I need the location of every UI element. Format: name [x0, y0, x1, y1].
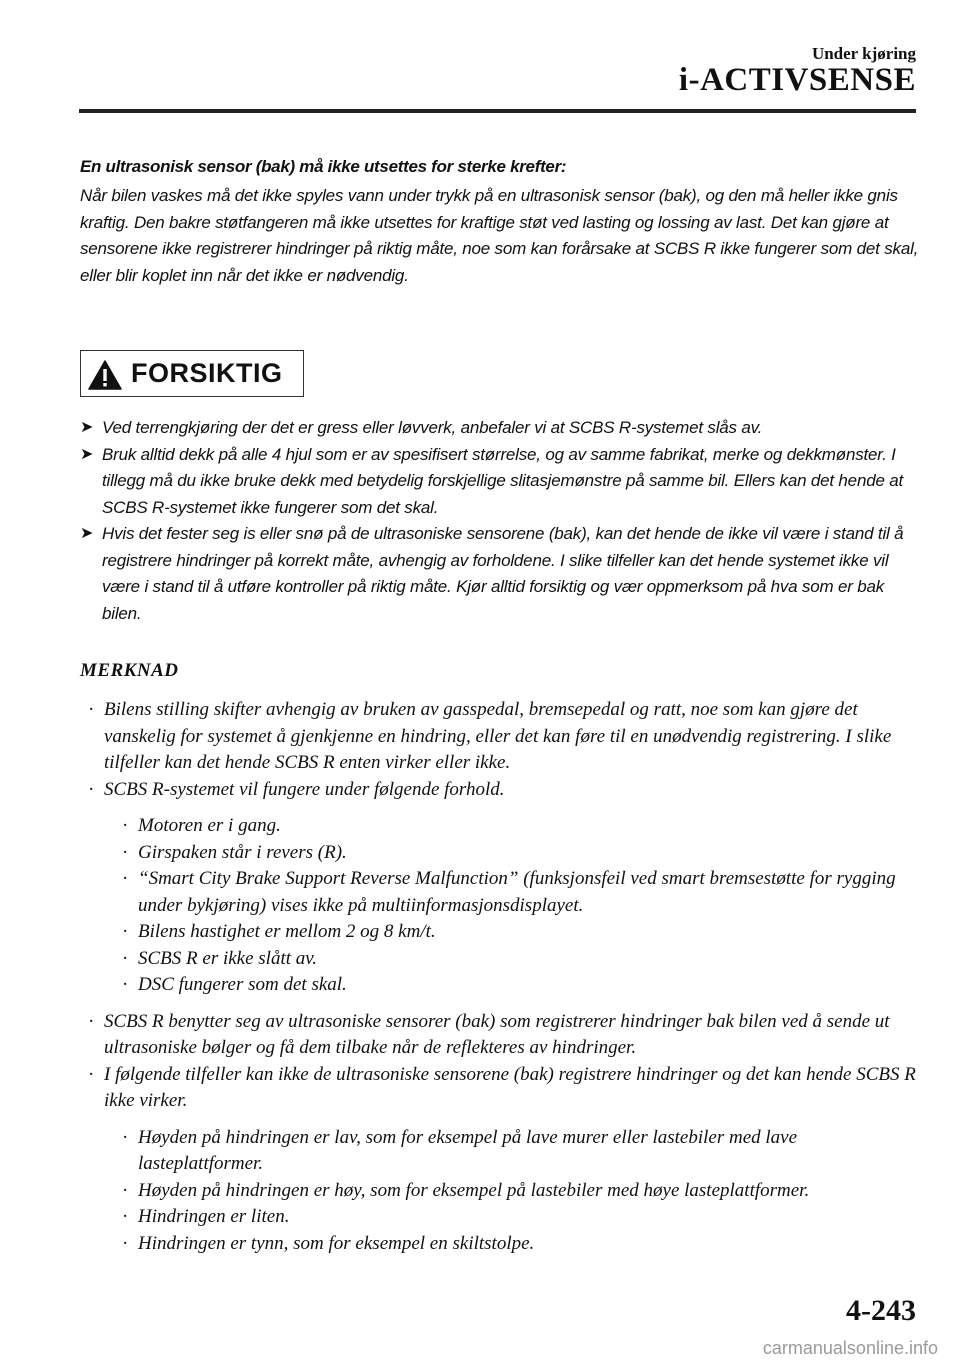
- condition-item-text: Bilens hastighet er mellom 2 og 8 km/t.: [138, 921, 436, 942]
- header-divider: [79, 109, 916, 113]
- note-item: [88, 777, 918, 999]
- condition-item-text: Motoren er i gang.: [138, 815, 281, 836]
- bullet-dot-icon: ·: [122, 947, 129, 969]
- bullet-dot-icon: ·: [122, 1126, 129, 1148]
- bullet-dot-icon: ·: [122, 815, 129, 836]
- bullet-dot-icon: ·: [122, 921, 129, 942]
- note-list: [88, 697, 918, 1257]
- bullet-dot-icon: ·: [88, 1063, 95, 1085]
- bullet-dot-icon: ·: [122, 1232, 129, 1254]
- note-title: MERKNAD: [80, 660, 179, 681]
- bullet-dot-icon: ·: [122, 841, 129, 863]
- arrow-bullet-icon: ➤: [80, 445, 94, 463]
- bullet-dot-icon: ·: [122, 974, 129, 995]
- warning-body: Når bilen vaskes må det ikke spyles vann under trykk på en ultrasonisk sensor (bak), og den må heller ikke gnis kraftig. Den bakre støtfangeren må ikke utsettes for kraftige støt ved lasting og lossing av last. Det kan gjøre at sensorene ikke registrerer hindringer på riktig måte, noe som kan forårsake at SCBS R ikke fungerer som det skal, eller blir koplet inn når det ikke er nødvendig.: [80, 186, 919, 285]
- condition-list: [104, 813, 918, 999]
- caution-item-text: Ved terrengkjøring der det er gress eller løvverk, anbefaler vi at SCBS R-systemet slås av.: [102, 418, 763, 437]
- failure-item-text: Hindringen er liten.: [138, 1206, 290, 1227]
- failure-item: [122, 1178, 918, 1205]
- condition-item: [122, 972, 918, 999]
- caution-item-text: Hvis det fester seg is eller snø på de ultrasoniske sensorene (bak), kan det hende de ikke vil være i stand til å registrere hindringer på korrekt måte, avhengig av forholdene. I slike tilfeller kan det hende systemet ikke vil være i stand til å utføre kontroller på riktig måte. Kjør alltid forsiktig og vær oppmerksom på hva som er bak bilen.: [102, 524, 904, 623]
- caution-item: [80, 415, 920, 442]
- page-title: i-ACTIVSENSE: [678, 62, 916, 98]
- watermark: carmanualsonline.info: [762, 1338, 938, 1358]
- caution-list: [80, 415, 920, 627]
- caution-item-text: Bruk alltid dekk på alle 4 hjul som er av spesifisert størrelse, og av samme fabrikat, merke og dekkmønster. I tillegg må du ikke bruke dekk med betydelig forskjellige slitasjemønstre på samme bil. Ellers kan det hende at SCBS R-systemet ikke fungerer som det skal.: [102, 444, 904, 517]
- failure-item: [122, 1231, 918, 1258]
- arrow-bullet-icon: ➤: [80, 419, 94, 436]
- condition-item-text: DSC fungerer som det skal.: [138, 974, 347, 995]
- condition-item: [122, 919, 918, 946]
- failure-item-text: Høyden på hindringen er høy, som for eksempel på lastebiler med høye lasteplattformer.: [138, 1179, 810, 1201]
- page-number: 4-243: [846, 1294, 916, 1327]
- failure-list: [104, 1125, 918, 1258]
- caution-box: [80, 350, 304, 397]
- bullet-dot-icon: ·: [122, 1206, 129, 1227]
- condition-item-text: Girspaken står i revers (R).: [138, 841, 347, 863]
- note-item-text: SCBS R benytter seg av ultrasoniske sensorer (bak) som registrerer hindringer bak bilen ved å sende ut ultrasoniske bølger og få dem tilbake når de reflekteres av hindringer.: [104, 1010, 890, 1058]
- caution-item: [80, 442, 920, 522]
- note-item-text: Bilens stilling skifter avhengig av bruken av gasspedal, bremsepedal og ratt, noe som kan gjøre det vanskelig for systemet å gjenkjenne en hindring, eller det kan føre til en unødvendig registrering. I slike tilfeller kan det hende SCBS R enten virker eller ikke.: [104, 699, 892, 773]
- note-item: [88, 1009, 918, 1062]
- bullet-dot-icon: ·: [88, 699, 95, 720]
- caution-item: [80, 521, 920, 627]
- condition-item: [122, 813, 918, 840]
- condition-item-text: “Smart City Brake Support Reverse Malfunction” (funksjonsfeil ved smart bremsestøtte for rygging under bykjøring) vises ikke på multiinformasjonsdisplayet.: [138, 868, 896, 916]
- failure-item-text: Høyden på hindringen er lav, som for eksempel på lave murer eller lastebiler med lave lasteplattformer.: [138, 1126, 798, 1174]
- arrow-bullet-icon: ➤: [80, 525, 94, 542]
- note-item-text: SCBS R-systemet vil fungere under følgende forhold.: [104, 778, 505, 800]
- caution-label: FORSIKTIG: [131, 358, 283, 388]
- bullet-dot-icon: ·: [88, 778, 95, 800]
- condition-item: [122, 946, 918, 973]
- note-item-text: I følgende tilfeller kan ikke de ultrasoniske sensorene (bak) registrere hindringer og det kan hende SCBS R ikke virker.: [104, 1063, 916, 1111]
- condition-item: [122, 866, 918, 919]
- note-item: [88, 1062, 918, 1258]
- note-item: [88, 697, 918, 777]
- bullet-dot-icon: ·: [122, 1179, 129, 1201]
- header-section: Under kjøring: [811, 44, 916, 63]
- failure-item: [122, 1125, 918, 1178]
- failure-item: [122, 1204, 918, 1231]
- warning-triangle-icon: [88, 360, 122, 390]
- bullet-dot-icon: ·: [122, 868, 129, 889]
- failure-item-text: Hindringen er tynn, som for eksempel en skiltstolpe.: [138, 1232, 535, 1254]
- condition-item-text: SCBS R er ikke slått av.: [138, 947, 318, 969]
- warning-heading: En ultrasonisk sensor (bak) må ikke utsettes for sterke krefter:: [80, 157, 567, 176]
- condition-item: [122, 840, 918, 867]
- bullet-dot-icon: ·: [88, 1010, 95, 1032]
